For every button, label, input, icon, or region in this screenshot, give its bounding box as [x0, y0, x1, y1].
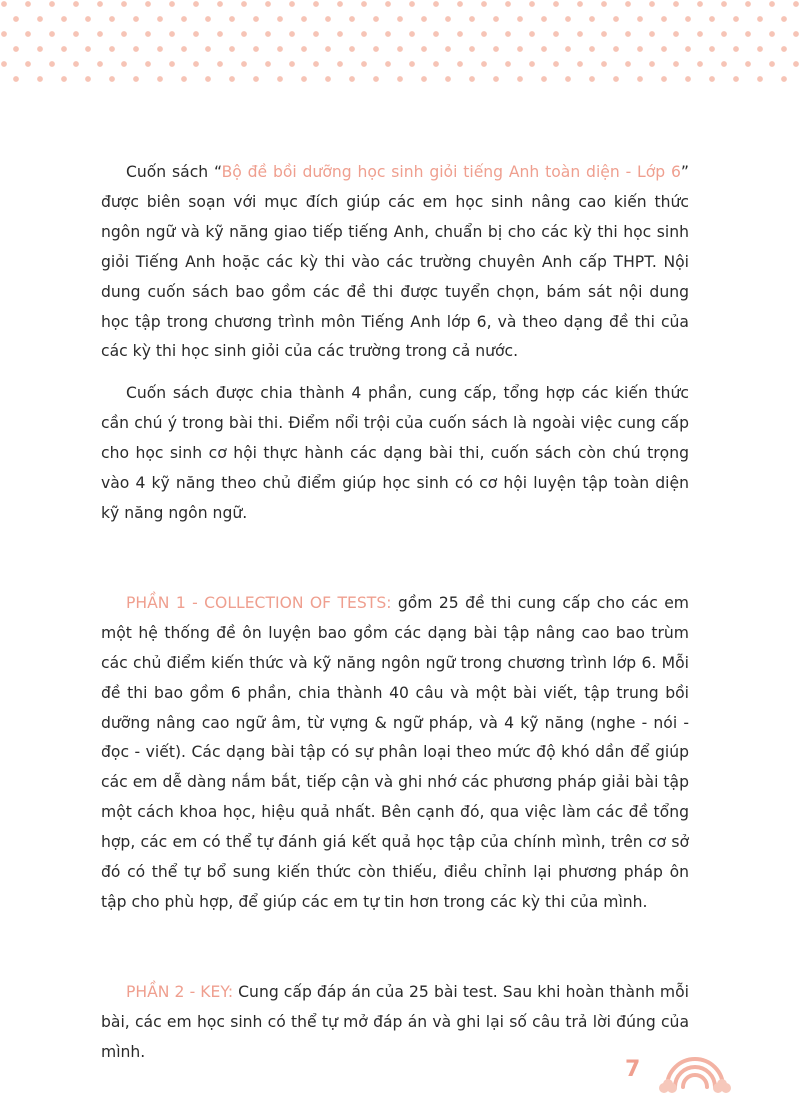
section-part-2-text: Cung cấp đáp án của 25 bài test. Sau khi hoàn thành mỗi bài, các em học sinh có thể tự mở đáp án và ghi lại số câu trả lời đúng của mình.: [101, 982, 690, 1061]
section-part-1-text: gồm 25 đề thi cung cấp cho các em một hệ thống đề ôn luyện bao gồm các dạng bài tập nâng cao bao trùm các chủ điểm kiến thức và kỹ năng ngôn ngữ trong chương trình lớp 6. Mỗi đề thi bao gồm 6 phần, chia thành 40 câu và một bài viết, tập trung bồi dưỡng nâng cao ngữ âm, từ vựng & ngữ pháp, và 4 kỹ năng (nghe - nói - đọc - viết). Các dạng bài tập có sự phân loại theo mức độ khó dần để giúp các em dễ dàng nắm bắt, tiếp cận và ghi nhớ các phương pháp giải bài tập một cách khoa học, hiệu quả nhất. Bên cạnh đó, qua việc làm các đề tổng hợp, các em có thể tự đánh giá kết quả học tập của chính mình, trên cơ sở đó có thể tự bổ sung kiến thức còn thiếu, điều chỉnh lại phương pháp ôn tập cho phù hợp, để giúp các em tự tin hơn trong các kỳ thi của mình.: [101, 593, 689, 911]
page-number: 7: [625, 1057, 641, 1082]
intro-text-before-title: Cuốn sách “: [126, 163, 222, 181]
section-part-2-heading: PHẦN 2 - KEY:: [126, 982, 234, 1001]
section-part-1: [101, 589, 689, 918]
book-title: Bộ đề bồi dưỡng học sinh giỏi tiếng Anh toàn diện - Lớp 6: [221, 163, 681, 181]
section-part-2: [101, 978, 689, 1068]
section-part-1-heading: PHẦN 1 - COLLECTION OF TESTS:: [126, 593, 392, 612]
rainbow-icon: [655, 1037, 735, 1093]
intro-paragraph-1: [101, 158, 689, 367]
intro-paragraph-2: Cuốn sách được chia thành 4 phần, cung cấp, tổng hợp các kiến thức cần chú ý trong bài thi. Điểm nổi trội của cuốn sách là ngoài việc cung cấp cho học sinh cơ hội thực hành các dạng bài thi, cuốn sách còn chú trọng vào 4 kỹ năng theo chủ điểm giúp học sinh có cơ hội luyện tập toàn diện kỹ năng ngôn ngữ.: [101, 384, 689, 522]
page-body: [101, 158, 689, 1068]
polka-dot-header-pattern: [0, 0, 800, 90]
intro-text-after-title: ” được biên soạn với mục đích giúp các em học sinh nâng cao kiến thức ngôn ngữ và kỹ năng giao tiếp tiếng Anh, chuẩn bị cho các kỳ thi học sinh giỏi Tiếng Anh hoặc các kỳ thi vào các trường chuyên Anh cấp THPT. Nội dung cuốn sách bao gồm các đề thi được tuyển chọn, bám sát nội dung học tập trong chương trình môn Tiếng Anh lớp 6, và theo dạng đề thi của các kỳ thi học sinh giỏi của các trường trong cả nước.: [101, 163, 689, 361]
